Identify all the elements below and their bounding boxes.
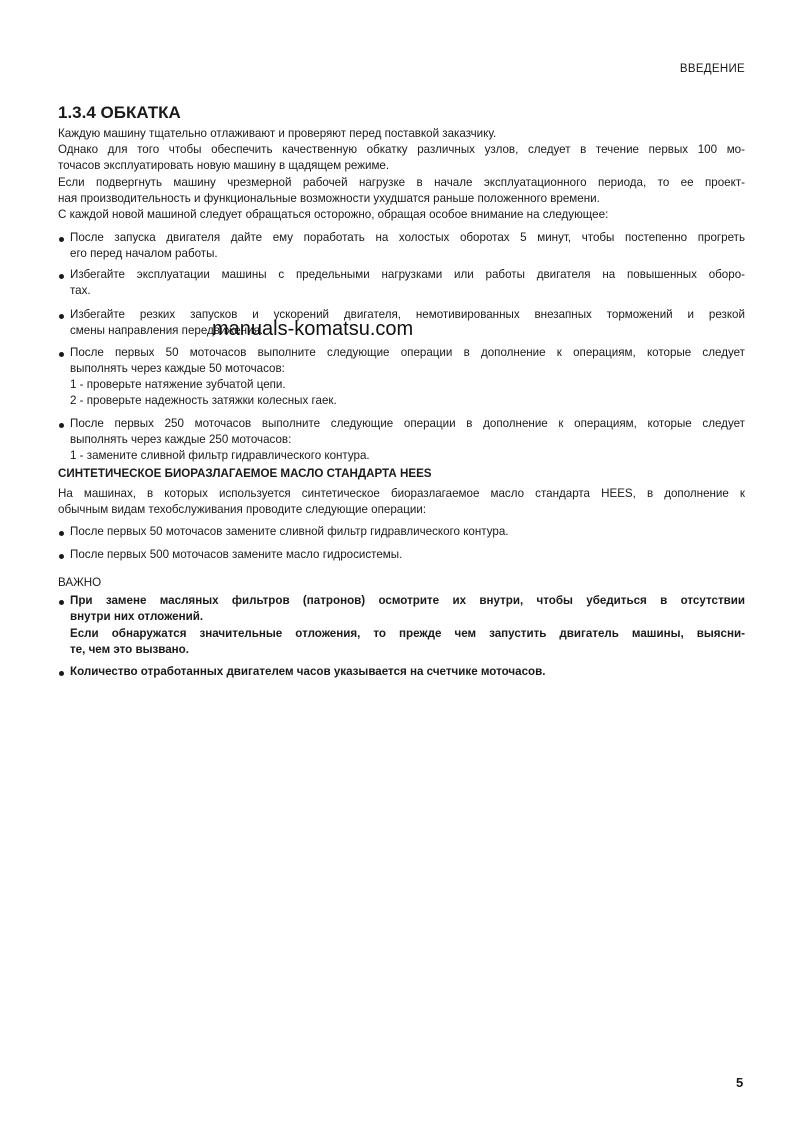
bullet-icon [59, 237, 64, 242]
text-line: выполнять через каждые 50 моточасов: [70, 362, 285, 375]
text-line: внутри них отложений. [70, 610, 204, 623]
text-line: выполнять через каждые 250 моточасов: [70, 433, 292, 446]
text-line: Каждую машину тщательно отлаживают и проверяют перед поставкой заказчику. [58, 127, 497, 140]
text-line: Избегайте резких запусков и ускорений двигателя, немотивированных внезапных торможений и резкой [70, 308, 745, 321]
text-line: Однако для того чтобы обеспечить качественную обкатку различных узлов, следует в течение первых 100 мо- [58, 143, 745, 156]
bullet-icon [59, 352, 64, 357]
text-line: После первых 500 моточасов замените масло гидросистемы. [70, 548, 403, 561]
bullet-icon [59, 600, 64, 605]
bullet-icon [59, 671, 64, 676]
important-heading: ВАЖНО [58, 576, 102, 589]
bullet-icon [59, 314, 64, 319]
text-line: После первых 250 моточасов выполните следующие операции в дополнение к операциям, которые следует [70, 417, 745, 430]
running-header: ВВЕДЕНИЕ [679, 63, 745, 75]
numbered-item: 1 - замените сливной фильтр гидравлического контура. [70, 449, 370, 462]
numbered-item: 1 - проверьте натяжение зубчатой цепи. [70, 378, 286, 391]
text-line: После первых 50 моточасов замените сливной фильтр гидравлического контура. [70, 525, 509, 538]
text-line: Избегайте эксплуатации машины с предельными нагрузками или работы двигателя на повышенных оборо- [70, 268, 745, 281]
text-line: точасов эксплуатировать новую машину в щадящем режиме. [58, 159, 390, 172]
text-line: обычным видам техобслуживания проводите следующие операции: [58, 503, 427, 516]
text-line: тах. [70, 284, 91, 297]
bullet-icon [59, 554, 64, 559]
bullet-icon [59, 531, 64, 536]
text-line: Если подвергнуть машину чрезмерной рабочей нагрузке в начале эксплуатационного периода, то ее проект- [58, 176, 745, 189]
hees-heading: СИНТЕТИЧЕСКОЕ БИОРАЗЛАГАЕМОЕ МАСЛО СТАНДАРТА HEES [58, 467, 432, 480]
text-line: На машинах, в которых используется синтетическое биоразлагаемое масло стандарта HEES, в дополнение к [58, 487, 745, 500]
watermark: manuals-komatsu.com [212, 318, 414, 340]
page-number: 5 [736, 1075, 744, 1090]
text-line: После запуска двигателя дайте ему поработать на холостых оборотах 5 минут, чтобы постепенно прогреть [70, 231, 745, 244]
text-line: С каждой новой машиной следует обращаться осторожно, обращая особое внимание на следующее: [58, 208, 609, 221]
text-line: Если обнаружатся значительные отложения, то прежде чем запустить двигатель машины, выясни- [70, 627, 745, 640]
section-title: 1.3.4 ОБКАТКА [58, 103, 181, 122]
bullet-icon [59, 423, 64, 428]
text-line: те, чем это вызвано. [70, 643, 189, 656]
text-line: его перед началом работы. [70, 247, 218, 260]
text-line: смены направления передвижения. [70, 324, 264, 337]
text-line: При замене масляных фильтров (патронов) осмотрите их внутри, чтобы убедиться в отсутствии [70, 594, 745, 607]
bullet-icon [59, 274, 64, 279]
text-line: Количество отработанных двигателем часов указывается на счетчике моточасов. [70, 665, 546, 678]
numbered-item: 2 - проверьте надежность затяжки колесных гаек. [70, 394, 337, 407]
text-line: После первых 50 моточасов выполните следующие операции в дополнение к операциям, которые следует [70, 346, 745, 359]
text-line: ная производительность и функциональные возможности ухудшатся раньше положенного времени. [58, 192, 600, 205]
